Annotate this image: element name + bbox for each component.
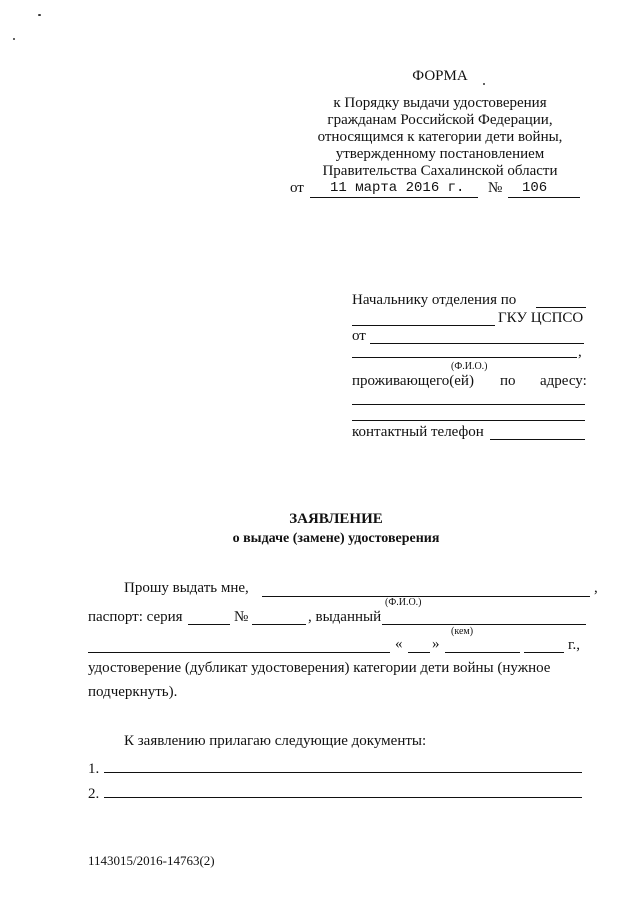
attachment-field-2[interactable] xyxy=(104,797,582,798)
applicant-name-field-2[interactable] xyxy=(352,357,577,358)
fio-hint: (Ф.И.О.) xyxy=(385,597,422,608)
addressee-head: Начальнику отделения по xyxy=(352,292,517,308)
passport-series-field[interactable] xyxy=(188,624,230,625)
passport-number-label: № xyxy=(234,609,249,625)
scan-speck xyxy=(483,83,485,85)
number-label: № xyxy=(488,180,503,196)
request-label: Прошу выдать мне, xyxy=(124,580,249,596)
scan-speck xyxy=(13,38,15,40)
form-label: ФОРМА xyxy=(412,68,468,84)
attachment-field-1[interactable] xyxy=(104,772,582,773)
number-underline xyxy=(508,197,580,198)
document-title: ЗАЯВЛЕНИЕ xyxy=(289,511,383,527)
fio-hint: (Ф.И.О.) xyxy=(451,361,488,372)
phone-field[interactable] xyxy=(490,439,585,440)
comma: , xyxy=(594,580,598,596)
certificate-line: удостоверение (дубликат удостоверения) категории дети войны (нужное xyxy=(88,660,551,676)
issued-label: , выданный xyxy=(308,609,382,625)
phone-label: контактный телефон xyxy=(352,424,484,440)
document-id: 1143015/2016-14763(2) xyxy=(88,853,215,868)
form-header xyxy=(290,68,590,180)
header-line: к Порядку выдачи удостоверения xyxy=(333,95,547,111)
header-line: относящимся к категории дети войны, xyxy=(317,129,563,145)
date-from-label: от xyxy=(290,180,304,196)
attachment-number: 2. xyxy=(88,786,100,802)
organization-name: ГКУ ЦСПСО xyxy=(498,310,584,326)
issue-day-field[interactable] xyxy=(408,652,430,653)
header-line: утвержденному постановлением xyxy=(335,146,545,162)
from-label: от xyxy=(352,328,366,344)
resolution-date: 11 марта 2016 г. xyxy=(330,180,465,196)
address-field-2[interactable] xyxy=(352,420,585,421)
by-whom-hint: (кем) xyxy=(451,626,474,637)
document-subtitle: о выдаче (замене) удостоверения xyxy=(232,531,440,546)
header-line: гражданам Российской Федерации, xyxy=(327,112,553,128)
resolution-number: 106 xyxy=(522,180,548,196)
passport-number-field[interactable] xyxy=(252,624,306,625)
po-label: по xyxy=(500,373,516,389)
attachment-number: 1. xyxy=(88,761,100,777)
comma: , xyxy=(578,344,582,360)
address-field-1[interactable] xyxy=(352,404,585,405)
attachments-intro: К заявлению прилагаю следующие документы: xyxy=(124,733,427,749)
issued-by-field[interactable] xyxy=(382,624,586,625)
scan-speck xyxy=(38,14,41,16)
issue-year-field[interactable] xyxy=(524,652,564,653)
underline-note: подчеркнуть). xyxy=(88,684,178,700)
residing-label: проживающего(ей) xyxy=(352,373,474,389)
passport-series-label: паспорт: серия xyxy=(88,609,183,625)
header-line: Правительства Сахалинской области xyxy=(322,163,558,179)
address-label: адресу: xyxy=(540,373,587,389)
issue-month-field[interactable] xyxy=(445,652,520,653)
issued-by-field-2[interactable] xyxy=(88,652,390,653)
department-field-2[interactable] xyxy=(352,325,495,326)
year-suffix: г., xyxy=(568,637,580,653)
date-underline xyxy=(310,197,478,198)
quote-close: » xyxy=(432,636,440,652)
recipient-name-field[interactable] xyxy=(262,596,590,597)
applicant-name-field[interactable] xyxy=(370,343,584,344)
quote-open: « xyxy=(395,636,403,652)
department-field[interactable] xyxy=(536,307,586,308)
